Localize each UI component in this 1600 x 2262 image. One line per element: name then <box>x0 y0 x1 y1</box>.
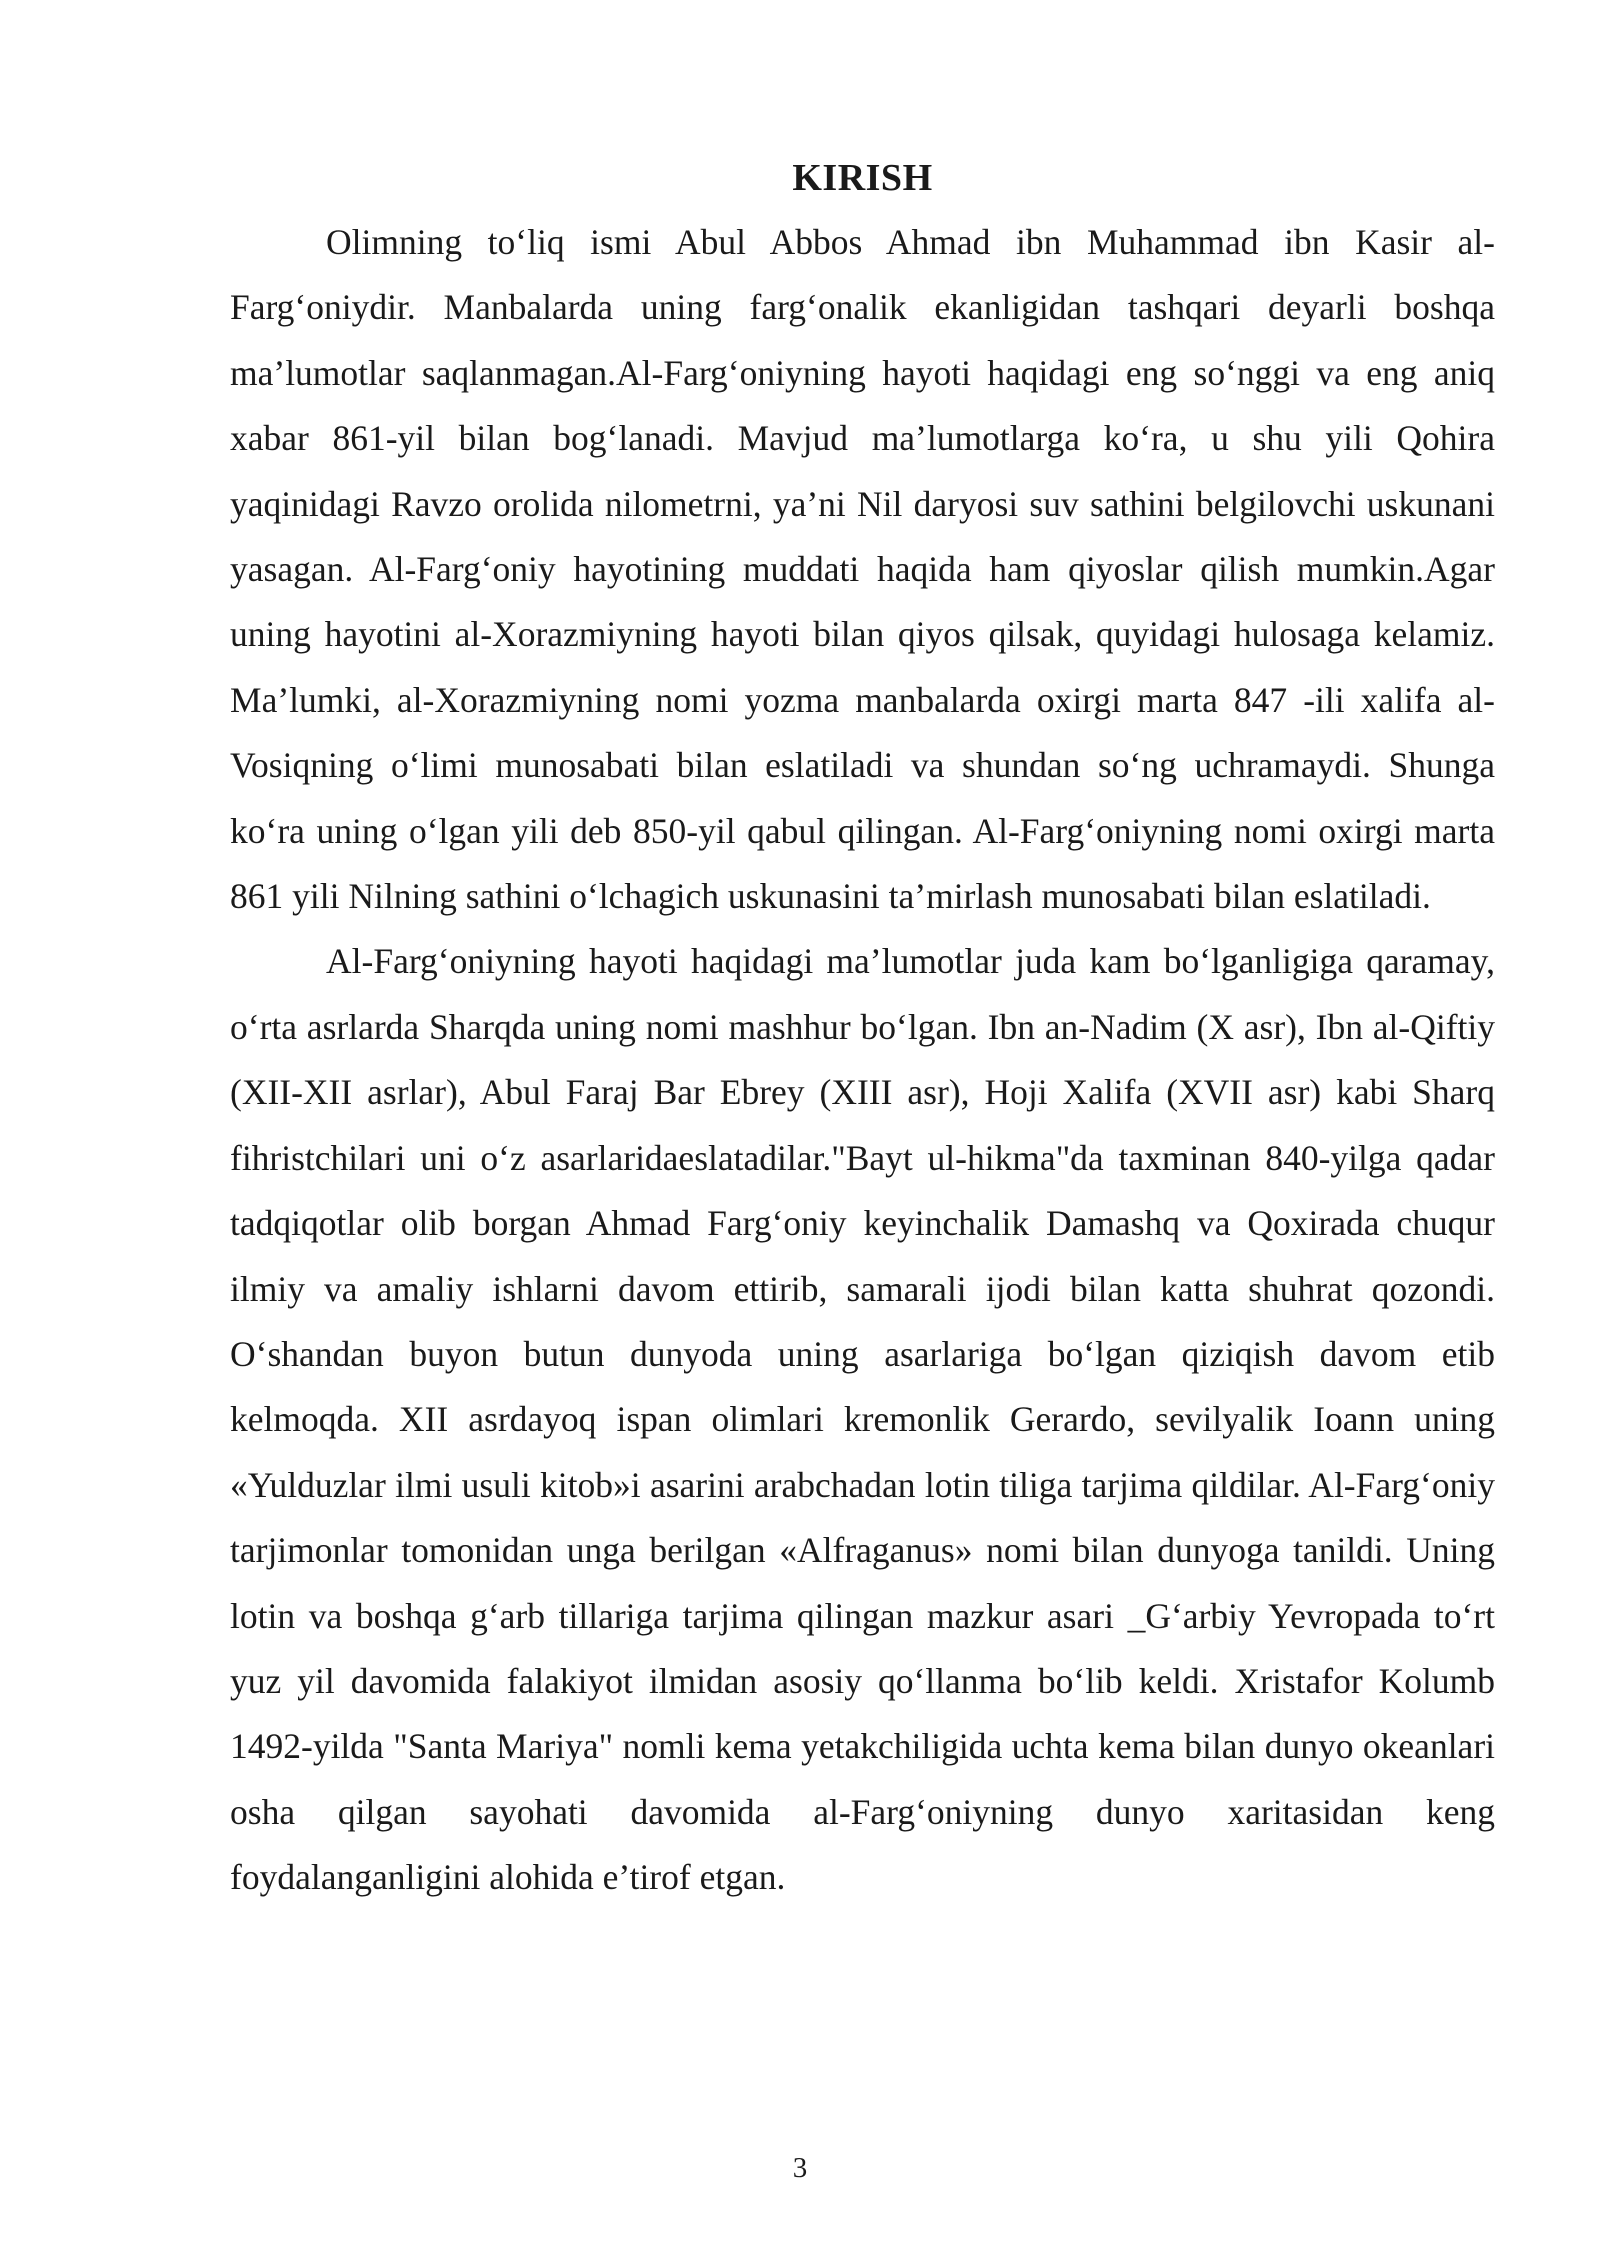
paragraph-1: Olimning to‘liq ismi Abul Abbos Ahmad ibn Muhammad ibn Kasir al-Farg‘oniydir. Manbalarda uning farg‘onalik ekanligidan tashqari deyarli boshqa ma’lumotlar saqlanmagan.Al-Farg‘oniyning hayoti haqidagi eng so‘nggi va eng aniq xabar 861-yil bilan bog‘lanadi. Mavjud ma’lumotlarga ko‘ra, u shu yili Qohira yaqinidagi Ravzo orolida nilometrni, ya’ni Nil daryosi suv sathini belgilovchi uskunani yasagan. Al-Farg‘oniy hayotining muddati haqida ham qiyoslar qilish mumkin.Agar uning hayotini al-Xorazmiyning hayoti bilan qiyos qilsak, quyidagi hulosaga kelamiz. Ma’lumki, al-Xorazmiyning nomi yozma manbalarda oxirgi marta 847 -ili xalifa al-Vosiqning o‘limi munosabati bilan eslatiladi va shundan so‘ng uchramaydi. Shunga ko‘ra uning o‘lgan yili deb 850-yil qabul qilingan. Al-Farg‘oniyning nomi oxirgi marta 861 yili Nilning sathini o‘lchagich uskunasini ta’mirlash munosabati bilan eslatiladi. <box>230 222 1495 917</box>
page-title: KIRISH <box>792 157 933 199</box>
paragraph-2: Al-Farg‘oniyning hayoti haqidagi ma’lumotlar juda kam bo‘lganligiga qaramay, o‘rta asrlarda Sharqda uning nomi mashhur bo‘lgan. Ibn an-Nadim (X asr), Ibn al-Qiftiy (XII-XII asrlar), Abul Faraj Bar Ebrey (XIII asr), Hoji Xalifa (XVII asr) kabi Sharq fihristchilari uni o‘z asarlaridaeslatadilar."Bayt ul-hikma"da taxminan 840-yilga qadar tadqiqotlar olib borgan Ahmad Farg‘oniy keyinchalik Damashq va Qoxirada chuqur ilmiy va amaliy ishlarni davom ettirib, samarali ijodi bilan katta shuhrat qozondi. O‘shandan buyon butun dunyoda uning asarlariga bo‘lgan qiziqish davom etib kelmoqda. XII asrdayoq ispan olimlari kremonlik Gerardo, sevilyalik Ioann uning «Yulduzlar ilmi usuli kitob»i asarini arabchadan lotin tiliga tarjima qildilar. Al-Farg‘oniy tarjimonlar tomonidan unga berilgan «Alfraganus» nomi bilan dunyoga tanildi. Uning lotin va boshqa g‘arb tillariga tarjima qilingan mazkur asari _G‘arbiy Yevropada to‘rt yuz yil davomida falakiyot ilmidan asosiy qo‘llanma bo‘lib keldi. Xristafor Kolumb 1492-yilda "Santa Mariya" nomli kema yetakchiligida uchta kema bilan dunyo okeanlari osha qilgan sayohati davomida al-Farg‘oniyning dunyo xaritasidan keng foydalanganligini alohida e’tirof etgan. <box>230 941 1495 1898</box>
document-body <box>230 210 1495 1911</box>
page-number: 3 <box>792 2152 808 2184</box>
